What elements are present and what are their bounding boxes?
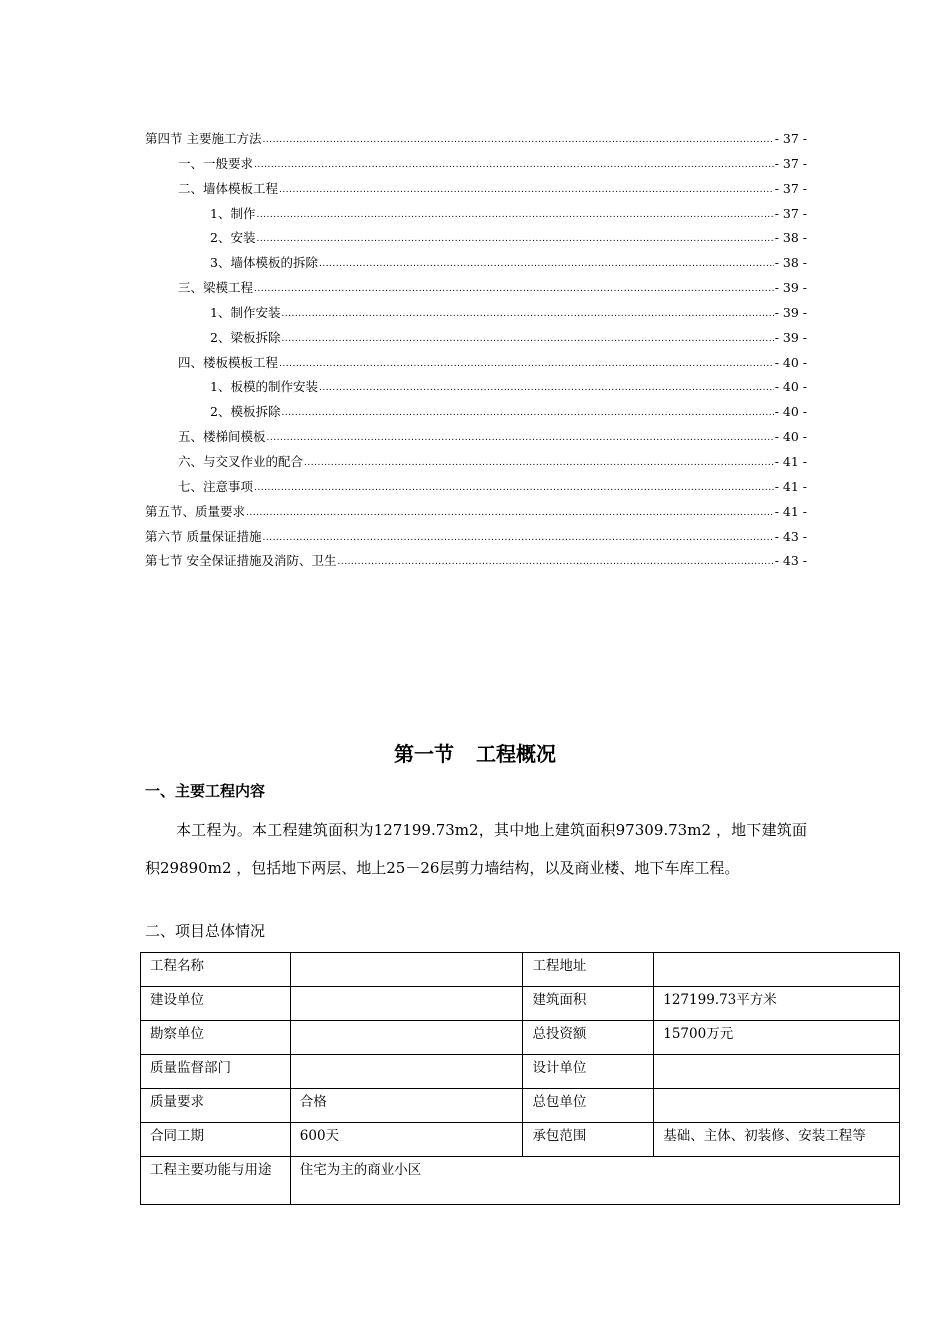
table-cell-value: 15700万元 (654, 1021, 900, 1055)
project-description-paragraph: 本工程为。本工程建筑面积为127199.73m2，其中地上建筑面积97309.73m2 ，地下建筑面积29890m2 ，包括地下两层、地上25－26层剪力墙结构，以及商业楼、地下车库工程。 (145, 821, 807, 877)
table-cell-value: 合格 (290, 1089, 523, 1123)
table-cell-label: 承包范围 (523, 1123, 654, 1157)
toc-label: 四、楼板模板工程 (178, 354, 279, 370)
toc-leader (279, 178, 774, 203)
table-row (141, 1021, 900, 1055)
toc-page: - 39 - (774, 280, 807, 296)
section-number: 第一节 (394, 742, 454, 766)
table-cell-value: 住宅为主的商业小区 (290, 1157, 899, 1205)
toc-label: 2、模板拆除 (210, 404, 281, 420)
table-row (141, 987, 900, 1021)
subsection-heading-main-content: 一、主要工程内容 (145, 782, 266, 800)
table-of-contents (145, 127, 807, 574)
toc-label: 三、梁模工程 (178, 280, 254, 296)
toc-page: - 41 - (774, 453, 807, 469)
toc-leader (281, 302, 773, 327)
table-row (141, 953, 900, 987)
toc-entry[interactable] (145, 475, 807, 500)
table-row (141, 1157, 900, 1205)
toc-label: 六、与交叉作业的配合 (178, 453, 304, 469)
project-info-table (140, 952, 900, 1205)
toc-label: 五、楼梯间模板 (178, 429, 266, 445)
toc-entry[interactable] (145, 375, 807, 400)
toc-leader (319, 376, 774, 401)
toc-entry[interactable] (145, 301, 807, 326)
toc-page: - 41 - (774, 503, 807, 519)
toc-leader (254, 153, 774, 178)
table-cell-value (654, 953, 900, 987)
toc-leader (337, 550, 773, 575)
toc-label: 1、板模的制作安装 (210, 379, 318, 395)
table-cell-value: 600天 (290, 1123, 523, 1157)
toc-label: 2、安装 (210, 230, 256, 246)
table-cell-label: 工程名称 (141, 953, 291, 987)
toc-label: 七、注意事项 (178, 478, 254, 494)
toc-page: - 39 - (774, 329, 807, 345)
table-cell-value (290, 953, 523, 987)
toc-leader (304, 451, 774, 476)
toc-page: - 41 - (774, 478, 807, 494)
table-cell-value (290, 987, 523, 1021)
toc-leader (319, 252, 774, 277)
toc-entry[interactable] (145, 400, 807, 425)
toc-page: - 37 - (774, 205, 807, 221)
subsection-heading-overview: 二、项目总体情况 (145, 922, 266, 940)
toc-page: - 39 - (774, 304, 807, 320)
toc-label: 第七节 安全保证措施及消防、卫生 (145, 553, 337, 569)
toc-page: - 37 - (774, 155, 807, 171)
toc-entry[interactable] (145, 251, 807, 276)
table-cell-label: 勘察单位 (141, 1021, 291, 1055)
toc-entry[interactable] (145, 326, 807, 351)
table-cell-label: 总包单位 (523, 1089, 654, 1123)
table-cell-label: 总投资额 (523, 1021, 654, 1055)
toc-leader (262, 526, 773, 551)
toc-leader (256, 203, 773, 228)
toc-page: - 38 - (774, 230, 807, 246)
toc-page: - 40 - (774, 404, 807, 420)
table-cell-value: 127199.73平方米 (654, 987, 900, 1021)
toc-label: 二、墙体模板工程 (178, 180, 279, 196)
toc-entry[interactable] (145, 202, 807, 227)
table-cell-value: 基础、主体、初装修、安装工程等 (654, 1123, 900, 1157)
toc-leader (281, 327, 773, 352)
table-cell-value (290, 1021, 523, 1055)
table-row (141, 1055, 900, 1089)
table-cell-value (654, 1089, 900, 1123)
toc-page: - 40 - (774, 429, 807, 445)
table-cell-label: 工程主要功能与用途 (141, 1157, 291, 1205)
table-cell-label: 建筑面积 (523, 987, 654, 1021)
table-cell-value (654, 1055, 900, 1089)
toc-leader (267, 426, 774, 451)
toc-page: - 37 - (774, 180, 807, 196)
toc-leader (254, 476, 774, 501)
toc-label: 1、制作 (210, 205, 256, 221)
toc-entry[interactable] (145, 450, 807, 475)
toc-label: 第五节、质量要求 (145, 503, 246, 519)
table-cell-label: 设计单位 (523, 1055, 654, 1089)
toc-label: 3、墙体模板的拆除 (210, 255, 318, 271)
toc-entry[interactable] (145, 177, 807, 202)
toc-leader (279, 352, 774, 377)
section-heading: 工程概况 (476, 742, 556, 766)
toc-leader (262, 128, 773, 153)
toc-page: - 38 - (774, 255, 807, 271)
toc-entry[interactable] (145, 276, 807, 301)
toc-label: 一、一般要求 (178, 155, 254, 171)
toc-entry[interactable] (145, 351, 807, 376)
toc-page: - 40 - (774, 354, 807, 370)
table-cell-value (290, 1055, 523, 1089)
toc-page: - 40 - (774, 379, 807, 395)
toc-entry[interactable] (145, 152, 807, 177)
toc-label: 第六节 质量保证措施 (145, 528, 262, 544)
table-cell-label: 合同工期 (141, 1123, 291, 1157)
toc-leader (256, 227, 773, 252)
toc-page: - 43 - (774, 553, 807, 569)
section-title (0, 740, 950, 768)
table-cell-label: 质量要求 (141, 1089, 291, 1123)
table-row (141, 1089, 900, 1123)
toc-leader (281, 401, 773, 426)
table-cell-label: 建设单位 (141, 987, 291, 1021)
table-cell-label: 工程地址 (523, 953, 654, 987)
toc-leader (254, 277, 774, 302)
toc-entry[interactable] (145, 226, 807, 251)
table-cell-label: 质量监督部门 (141, 1055, 291, 1089)
toc-entry[interactable] (145, 127, 807, 152)
toc-entry[interactable] (145, 549, 807, 574)
toc-entry[interactable] (145, 500, 807, 525)
toc-entry[interactable] (145, 425, 807, 450)
toc-page: - 37 - (774, 131, 807, 146)
toc-entry[interactable] (145, 525, 807, 550)
toc-page: - 43 - (774, 528, 807, 544)
table-row (141, 1123, 900, 1157)
toc-label: 2、梁板拆除 (210, 329, 281, 345)
toc-label: 第四节 主要施工方法 (145, 131, 262, 146)
toc-leader (246, 501, 774, 526)
toc-label: 1、制作安装 (210, 304, 281, 320)
